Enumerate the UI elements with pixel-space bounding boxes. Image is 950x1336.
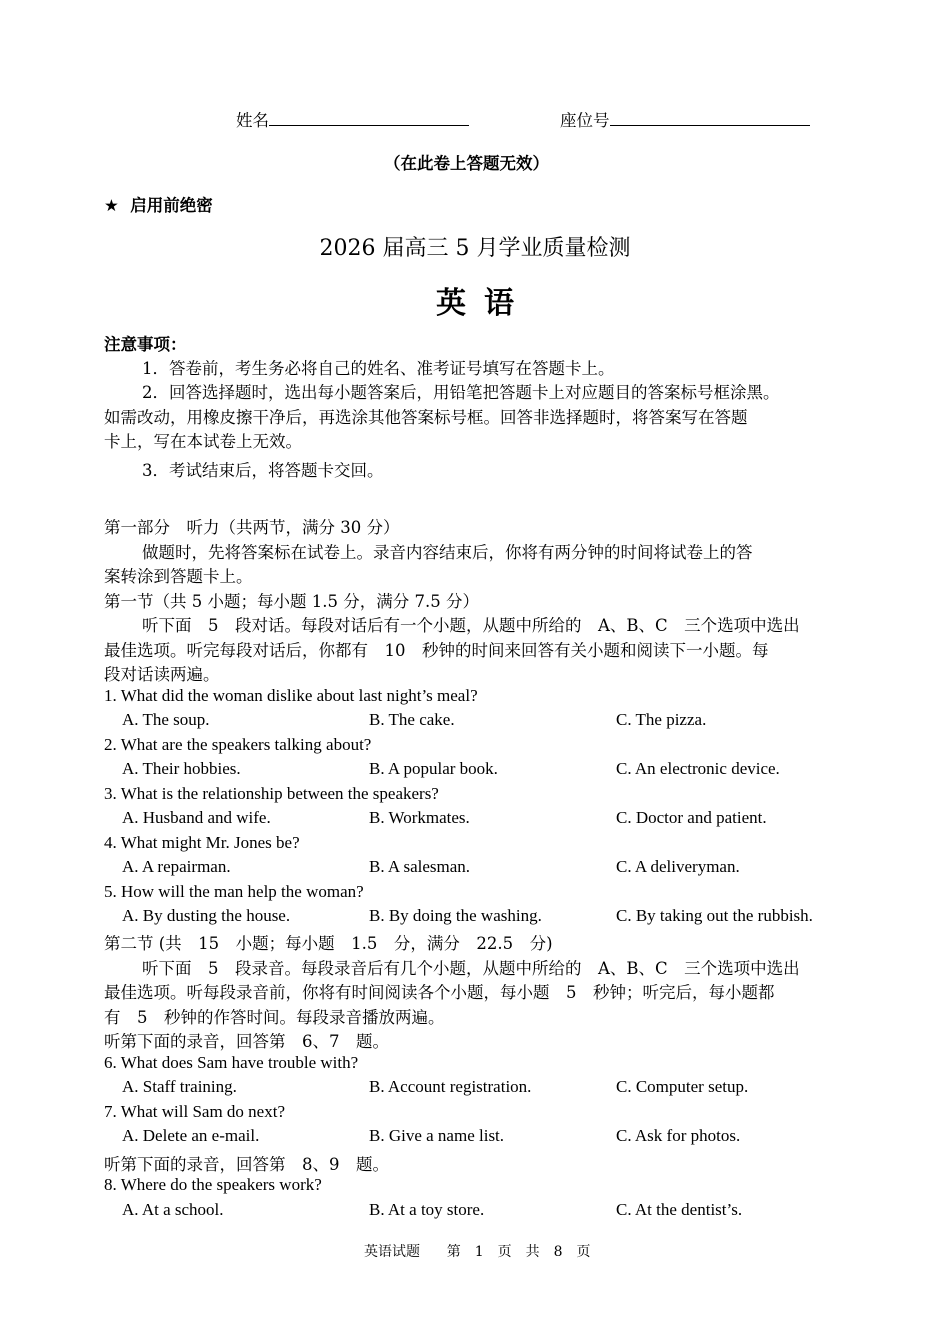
exam-subject: 英语	[436, 286, 532, 321]
invalid-note: （在此卷上答题无效）	[384, 154, 549, 173]
q7-option-b: B. Give a name list.	[369, 1126, 505, 1145]
q1-option-a: A. The soup.	[122, 710, 210, 729]
section2-intro: 听下面 5 段录音。每段录音后有几个小题，从题中所给的 A、B、C 三个选项中选出	[142, 959, 800, 978]
q8-option-a: A. At a school.	[122, 1200, 224, 1219]
part1-heading: 第一部分 听力（共两节，满分 30 分）	[104, 518, 400, 537]
name-label: 姓名	[236, 111, 269, 130]
q2-option-c: C. An electronic device.	[616, 759, 780, 778]
q3-option-a: A. Husband and wife.	[122, 808, 271, 827]
seat-field	[560, 107, 810, 131]
q5-option-a: A. By dusting the house.	[122, 906, 291, 925]
q5-option-b: B. By doing the washing.	[369, 906, 542, 925]
listen-instruction-8-9: 听第下面的录音，回答第 8、9 题。	[104, 1155, 389, 1174]
footer	[364, 1241, 591, 1261]
q2-option-b: B. A popular book.	[369, 759, 498, 778]
secret-mark	[104, 192, 213, 216]
q7-option-a: A. Delete an e-mail.	[122, 1126, 260, 1145]
section1-heading: 第一节（共 5 小题；每小题 1.5 分，满分 7.5 分）	[104, 592, 479, 611]
question-5: 5. How will the man help the woman?	[104, 882, 364, 901]
q1-option-b: B. The cake.	[369, 710, 455, 729]
footer-subject: 英语试题	[364, 1244, 420, 1260]
part1-intro-cont: 案转涂到答题卡上。	[104, 567, 253, 586]
q8-option-c: C. At the dentist’s.	[616, 1200, 743, 1219]
q6-option-c: C. Computer setup.	[616, 1077, 749, 1096]
note-item-1: 1．答卷前，考生务必将自己的姓名、准考证号填写在答题卡上。	[142, 359, 615, 378]
secret-label: 启用前绝密	[130, 196, 213, 215]
q5-option-c: C. By taking out the rubbish.	[616, 906, 813, 925]
question-6: 6. What does Sam have trouble with?	[104, 1053, 359, 1072]
question-8: 8. Where do the speakers work?	[104, 1175, 322, 1194]
note-item-3: 3．考试结束后，将答题卡交回。	[142, 461, 384, 480]
q4-option-a: A. A repairman.	[122, 857, 231, 876]
q8-option-b: B. At a toy store.	[369, 1200, 485, 1219]
section2-heading: 第二节 (共 15 小题；每小题 1.5 分，满分 22.5 分)	[104, 934, 553, 953]
note-item-2: 2．回答选择题时，选出每小题答案后，用铅笔把答题卡上对应题目的答案标号框涂黑。	[142, 383, 780, 402]
section2-intro-cont: 最佳选项。听每段录音前，你将有时间阅读各个小题，每小题 5 秒钟；听完后，每小题都	[104, 983, 775, 1002]
note-item-2-end: 卡上，写在本试卷上无效。	[104, 432, 302, 451]
section1-intro: 听下面 5 段对话。每段对话后有一个小题，从题中所给的 A、B、C 三个选项中选出	[142, 616, 800, 635]
notes-heading: 注意事项：	[104, 335, 187, 354]
q2-option-a: A. Their hobbies.	[122, 759, 241, 778]
note-item-2-cont: 如需改动，用橡皮擦干净后，再选涂其他答案标号框。回答非选择题时，将答案写在答题	[104, 408, 748, 427]
listen-instruction-6-7: 听第下面的录音，回答第 6、7 题。	[104, 1032, 389, 1051]
section1-intro-end: 段对话读两遍。	[104, 665, 220, 684]
footer-page-info: 第 1 页 共 8 页	[446, 1244, 591, 1260]
seat-label: 座位号	[560, 111, 610, 130]
question-7: 7. What will Sam do next?	[104, 1102, 285, 1121]
q3-option-b: B. Workmates.	[369, 808, 470, 827]
exam-title: 2026 届高三 5 月学业质量检测	[319, 236, 631, 261]
q6-option-a: A. Staff training.	[122, 1077, 237, 1096]
q4-option-b: B. A salesman.	[369, 857, 471, 876]
section2-intro-end: 有 5 秒钟的作答时间。每段录音播放两遍。	[104, 1008, 445, 1027]
question-1: 1. What did the woman dislike about last night’s meal?	[104, 686, 478, 705]
question-2: 2. What are the speakers talking about?	[104, 735, 372, 754]
q6-option-b: B. Account registration.	[369, 1077, 532, 1096]
part1-intro: 做题时，先将答案标在试卷上。录音内容结束后，你将有两分钟的时间将试卷上的答	[142, 543, 753, 562]
section1-intro-cont: 最佳选项。听完每段对话后，你都有 10 秒钟的时间来回答有关小题和阅读下一小题。每	[104, 641, 769, 660]
name-field	[236, 107, 469, 131]
question-3: 3. What is the relationship between the speakers?	[104, 784, 439, 803]
question-4: 4. What might Mr. Jones be?	[104, 833, 300, 852]
q3-option-c: C. Doctor and patient.	[616, 808, 767, 827]
seat-blank	[610, 109, 810, 126]
q7-option-c: C. Ask for photos.	[616, 1126, 741, 1145]
star-icon: ★	[104, 196, 119, 215]
q4-option-c: C. A deliveryman.	[616, 857, 740, 876]
q1-option-c: C. The pizza.	[616, 710, 707, 729]
name-blank	[269, 109, 469, 126]
